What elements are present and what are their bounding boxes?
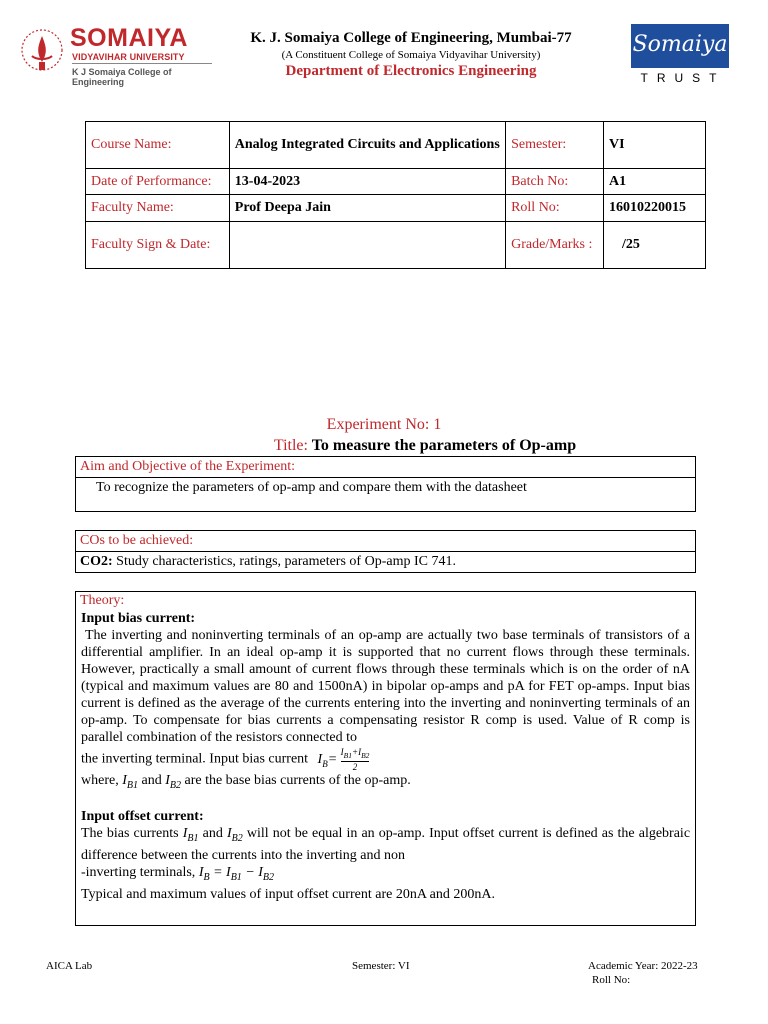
experiment-title [0,437,768,455]
table-row [86,222,706,269]
co-text: Study characteristics, ratings, parameters of Op-amp IC 741. [116,554,456,569]
offset-formula: $I_B = I_{B1} - I_{B2}$ [198,865,275,883]
where-text: where, [81,773,119,789]
batch-label: Batch No: [506,169,604,195]
table-row [86,169,706,195]
aim-text: To recognize the parameters of op-amp and compare them with the datasheet [96,480,527,495]
ib1-symbol: $I_{B1}$ [122,773,138,792]
roll-value: 16010220015 [604,195,706,222]
logo-brand-text: SOMAIYA [70,24,188,52]
theory-content [76,610,695,903]
somaiya-university-logo [18,24,218,87]
offset-paragraph [81,825,690,864]
bias-paragraph: The inverting and noninverting terminals of an op-amp are actually two base terminals of transistors of a differential amplifier. In an ideal op-amp it is supported that no current flows through these terminals. However, practically a small amount of current flows through these terminals which is on the order of nA (typical and maximum values are 80 and 1500nA) in bipolar op-amps and pA for FET op-amps. Input bias current is defined as the average of the currents entering into the inverting and noninverting terminals of an op-amp. To compensate for bias currents a compensating resistor R comp is used. Value of R comp is parallel combination of the resistors connected to [81,628,690,745]
college-name: K. J. Somaiya College of Engineering, Mumbai-77 [250,30,572,46]
ib2-symbol: $I_{B2}$ [226,826,243,845]
semester-value: VI [604,122,706,169]
bias-heading: Input bias current: [81,611,196,626]
course-info-table [85,121,706,269]
logo-university-text: VIDYAVIHAR UNIVERSITY [72,52,185,62]
footer-academic-year: Academic Year: 2022-23 [588,960,698,972]
logo-college-text: K J Somaiya College of Engineering [72,67,172,87]
cos-heading: COs to be achieved: [76,531,695,552]
offset-text-a: The bias currents [81,826,179,842]
date-label: Date of Performance: [86,169,230,195]
grade-label: Grade/Marks : [506,222,604,269]
footer-roll-no: Roll No: [592,974,631,986]
theory-heading: Theory: [80,593,125,608]
faculty-label: Faculty Name: [86,195,230,222]
offset-text-c: will not be equal in an op-amp. Input offset current is defined as the algebraic difference between the currents into the inverting and non [81,826,691,864]
bias-where-line [81,772,690,794]
title-label: Title: [273,437,308,454]
cos-body [76,552,695,572]
faculty-sign-value [229,222,505,269]
offset-formula-text: -inverting terminals, [81,865,196,881]
ib1-symbol: $I_{B1}$ [182,826,199,845]
offset-values: Typical and maximum values of input offset current are 20nA and 200nA. [81,886,495,902]
semester-label: Semester: [506,122,604,169]
where-tail-text: are the base bias currents of the op-amp. [184,773,411,789]
department-name: Department of Electronics Engineering [285,63,537,79]
offset-formula-line [81,864,690,886]
grade-value: /25 [604,222,706,269]
course-name-value: Analog Integrated Circuits and Applications [229,122,505,169]
experiment-number: Experiment No: 1 [326,416,442,433]
batch-value: A1 [604,169,706,195]
title-text: To measure the parameters of Op-amp [311,437,577,454]
faculty-value: Prof Deepa Jain [229,195,505,222]
somaiya-trust-logo [631,24,729,86]
aim-heading: Aim and Objective of the Experiment: [76,457,695,478]
cos-section [75,530,696,573]
bias-formula-text: the inverting terminal. Input bias current [81,751,309,767]
logo-divider [72,63,212,64]
faculty-sign-label: Faculty Sign & Date: [86,222,230,269]
aim-section [75,456,696,512]
theory-section [75,591,696,926]
bias-formula: $I_B=$ $\frac{I_{B1}+I_{B2}}{2}$ [317,747,370,772]
date-value: 13-04-2023 [229,169,505,195]
ib2-symbol: $I_{B2}$ [165,773,181,792]
course-name-label: Course Name: [86,122,230,169]
table-row [86,122,706,169]
footer-semester: Semester: VI [352,960,410,972]
trust-logo-text: TRUST [640,71,726,85]
bias-formula-line [81,747,690,772]
offset-text-b: and [202,826,223,842]
roll-label: Roll No: [506,195,604,222]
offset-heading: Input offset current: [81,809,204,825]
somaiya-emblem-icon [18,26,66,78]
header-title-block [220,30,602,80]
footer-lab: AICA Lab [46,960,93,972]
and-text: and [141,773,162,789]
trust-logo-brand: Somaiya [631,24,729,68]
co-code: CO2: [80,554,113,569]
constituent-note: (A Constituent College of Somaiya Vidyavihar University) [281,49,541,61]
table-row [86,195,706,222]
